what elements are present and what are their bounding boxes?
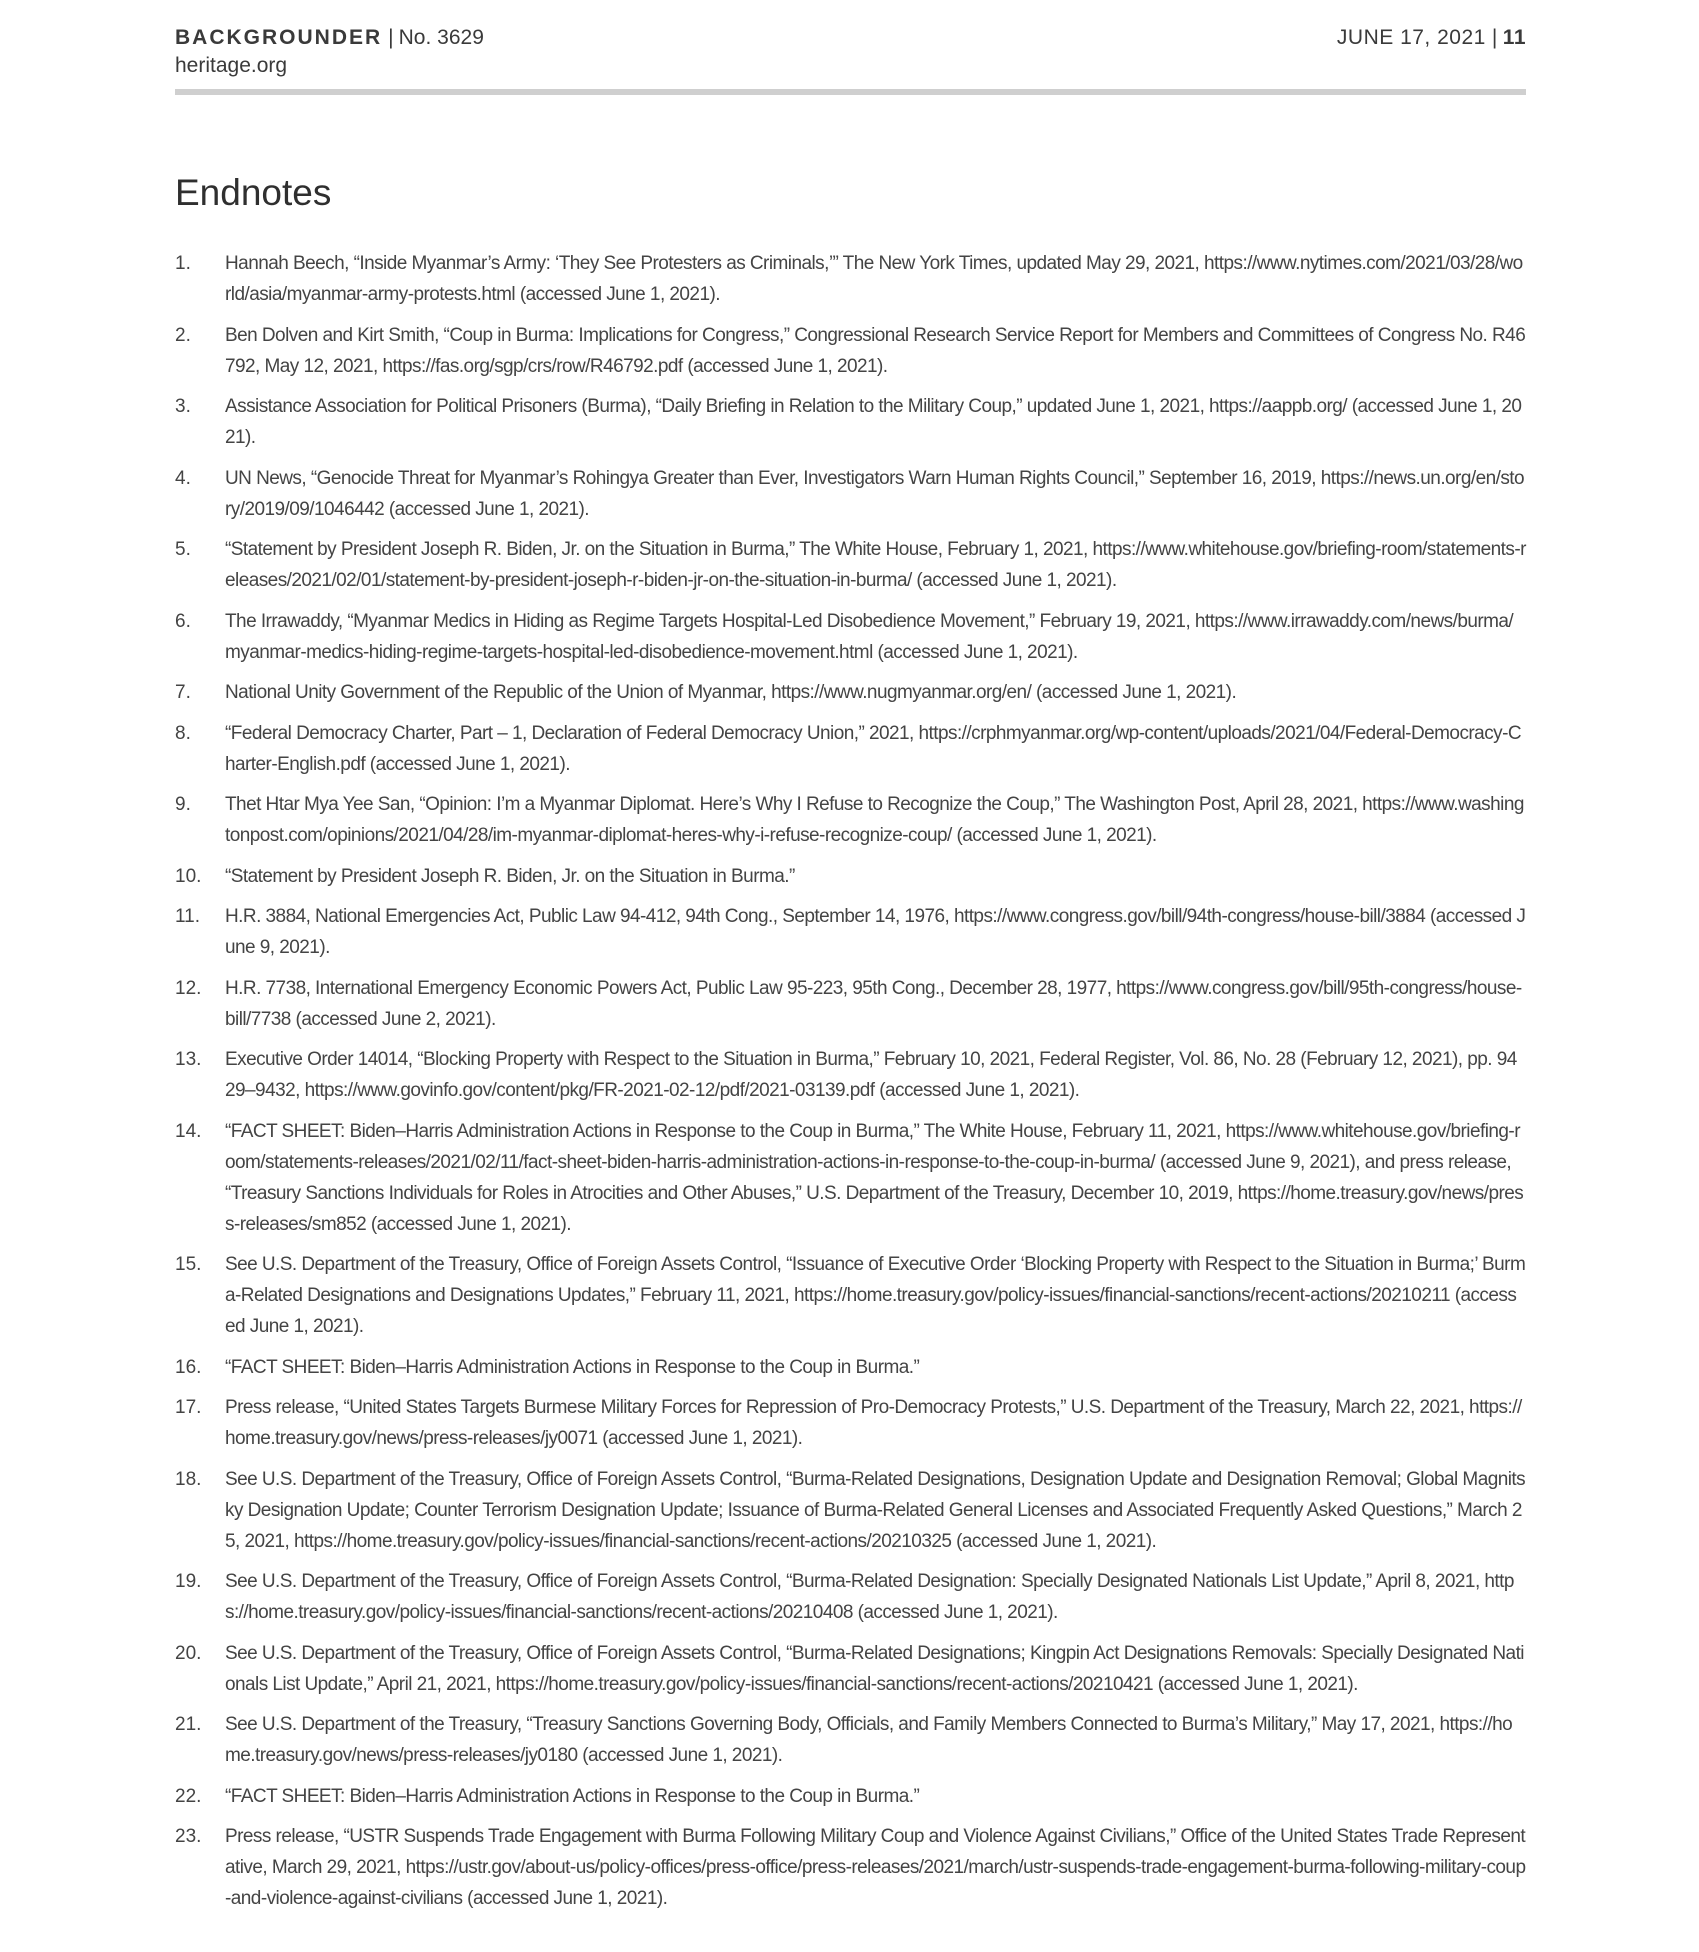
- endnote-text: The Irrawaddy, “Myanmar Medics in Hiding as Regime Targets Hospital-Led Disobedience Movement,” February 19, 2021, https://www.irrawaddy.com/news/burma/myanmar-medics-hiding-regime-targets-hospital-led-disobedience-movement.html (accessed June 1, 2021).: [225, 610, 1514, 663]
- header-separator-right: |: [1491, 26, 1498, 49]
- endnote-item: [175, 1249, 1526, 1342]
- endnote-item: [175, 1821, 1526, 1914]
- publication-date: JUNE 17, 2021: [1336, 26, 1486, 49]
- endnote-text: “FACT SHEET: Biden–Harris Administration Actions in Response to the Coup in Burma,” The White House, February 11, 2021, https://www.whitehouse.gov/briefing-room/statements-releases/2021/02/11/fact-sheet-biden-harris-administration-actions-in-response-to-the-coup-in-burma/ (accessed June 9, 2021), and press release, “Treasury Sanctions Individuals for Roles in Atrocities and Other Abuses,” U.S. Department of the Treasury, December 10, 2019, https://home.treasury.gov/news/press-releases/sm852 (accessed June 1, 2021).: [225, 1120, 1524, 1235]
- endnote-number: 2.: [175, 324, 191, 346]
- endnote-number: 14.: [175, 1120, 202, 1142]
- endnote-number: 7.: [175, 682, 191, 703]
- header-separator: |: [388, 26, 394, 49]
- endnote-item: [175, 1566, 1526, 1628]
- page-header: [175, 24, 1526, 92]
- endnote-item: [175, 1352, 1526, 1383]
- endnotes-list: [175, 248, 1526, 1924]
- endnote-text: “FACT SHEET: Biden–Harris Administration Actions in Response to the Coup in Burma.”: [225, 1356, 920, 1378]
- page-number: 11: [1502, 26, 1526, 49]
- endnote-text: “FACT SHEET: Biden–Harris Administration Actions in Response to the Coup in Burma.”: [225, 1785, 920, 1807]
- endnote-number: 1.: [175, 253, 191, 274]
- endnote-text: See U.S. Department of the Treasury, Office of Foreign Assets Control, “Burma-Related Designations; Kingpin Act Designations Removals: Specially Designated Nationals List Update,” April 21, 2021, https://home.treasury.gov/policy-issues/financial-sanctions/recent-actions/20210421 (accessed June 1, 2021).: [225, 1642, 1524, 1695]
- publication-info: [175, 24, 484, 80]
- endnote-item: [175, 463, 1526, 525]
- endnote-text: H.R. 7738, International Emergency Economic Powers Act, Public Law 95-223, 95th Cong., December 28, 1977, https://www.congress.gov/bill/95th-congress/house-bill/7738 (accessed June 2, 2021).: [225, 977, 1522, 1030]
- endnote-number: 21.: [175, 1714, 202, 1735]
- endnote-number: 15.: [175, 1254, 202, 1275]
- endnote-text: Ben Dolven and Kirt Smith, “Coup in Burma: Implications for Congress,” Congressional Research Service Report for Members and Committees of Congress No. R46792, May 12, 2021, https://fas.org/sgp/crs/row/R46792.pdf (accessed June 1, 2021).: [225, 324, 1526, 377]
- endnote-text: UN News, “Genocide Threat for Myanmar’s Rohingya Greater than Ever, Investigators Warn Human Rights Council,” September 16, 2019, https://news.un.org/en/story/2019/09/1046442 (accessed June 1, 2021).: [225, 467, 1525, 520]
- endnote-text: “Statement by President Joseph R. Biden, Jr. on the Situation in Burma,” The White House, February 1, 2021, https://www.whitehouse.gov/briefing-room/statements-releases/2021/02/01/statement-by-president-joseph-r-biden-jr-on-the-situation-in-burma/ (accessed June 1, 2021).: [225, 539, 1526, 591]
- endnote-item: [175, 320, 1526, 382]
- publication-number: No. 3629: [398, 26, 484, 49]
- endnote-text: Hannah Beech, “Inside Myanmar’s Army: ‘They See Protesters as Criminals,’” The New York Times, updated May 29, 2021, https://www.nytimes.com/2021/03/28/world/asia/myanmar-army-protests.html (accessed June 1, 2021).: [225, 253, 1523, 305]
- endnote-number: 11.: [175, 906, 201, 927]
- endnote-item: [175, 1116, 1526, 1240]
- endnote-text: H.R. 3884, National Emergencies Act, Public Law 94-412, 94th Cong., September 14, 1976, https://www.congress.gov/bill/94th-congress/house-bill/3884 (accessed June 9, 2021).: [225, 906, 1526, 958]
- date-and-page: [1337, 24, 1526, 52]
- endnote-number: 23.: [175, 1826, 202, 1847]
- endnote-number: 20.: [175, 1642, 202, 1664]
- endnote-item: [175, 606, 1526, 668]
- endnote-item: [175, 677, 1526, 708]
- endnote-item: [175, 1709, 1526, 1771]
- endnote-number: 10.: [175, 865, 202, 887]
- endnote-number: 9.: [175, 794, 191, 815]
- endnote-number: 4.: [175, 467, 191, 489]
- endnote-text: Press release, “USTR Suspends Trade Engagement with Burma Following Military Coup and Violence Against Civilians,” Office of the United States Trade Representative, March 29, 2021, https://ustr.gov/about-us/policy-offices/press-office/press-releases/2021/march/ustr-suspends-trade-engagement-burma-following-military-coup-and-violence-against-civilians (accessed June 1, 2021).: [225, 1826, 1526, 1909]
- endnote-number: 6.: [175, 610, 191, 632]
- endnote-number: 18.: [175, 1468, 202, 1490]
- endnote-item: [175, 1464, 1526, 1557]
- endnote-text: See U.S. Department of the Treasury, Office of Foreign Assets Control, “Burma-Related Designation: Specially Designated Nationals List Update,” April 8, 2021, https://home.treasury.gov/policy-issues/financial-sanctions/recent-actions/20210408 (accessed June 1, 2021).: [225, 1571, 1514, 1623]
- endnote-item: [175, 1392, 1526, 1454]
- site-name: heritage.org: [175, 54, 288, 77]
- publication-name: BACKGROUNDER: [175, 26, 383, 49]
- endnote-text: Assistance Association for Political Prisoners (Burma), “Daily Briefing in Relation to the Military Coup,” updated June 1, 2021, https://aappb.org/ (accessed June 1, 2021).: [225, 396, 1522, 448]
- endnote-text: Thet Htar Mya Yee San, “Opinion: I’m a Myanmar Diplomat. Here’s Why I Refuse to Recognize the Coup,” The Washington Post, April 28, 2021, https://www.washingtonpost.com/opinions/2021/04/28/im-myanmar-diplomat-heres-why-i-refuse-recognize-coup/ (accessed June 1, 2021).: [225, 794, 1524, 846]
- endnote-text: See U.S. Department of the Treasury, “Treasury Sanctions Governing Body, Officials, and Family Members Connected to Burma’s Military,” May 17, 2021, https://home.treasury.gov/news/press-releases/jy0180 (accessed June 1, 2021).: [225, 1714, 1513, 1766]
- endnote-item: [175, 534, 1526, 596]
- endnote-text: National Unity Government of the Republic of the Union of Myanmar, https://www.nugmyanmar.org/en/ (accessed June 1, 2021).: [225, 682, 1237, 703]
- header-rule: [175, 89, 1526, 95]
- section-title: Endnotes: [175, 172, 332, 213]
- endnote-number: 13.: [175, 1049, 202, 1070]
- endnote-item: [175, 901, 1526, 963]
- endnote-text: See U.S. Department of the Treasury, Office of Foreign Assets Control, “Burma-Related Designations, Designation Update and Designation Removal; Global Magnitsky Designation Update; Counter Terrorism Designation Update; Issuance of Burma-Related General Licenses and Associated Frequently Asked Questions,” March 25, 2021, https://home.treasury.gov/policy-issues/financial-sanctions/recent-actions/20210325 (accessed June 1, 2021).: [225, 1468, 1526, 1552]
- endnote-item: [175, 789, 1526, 851]
- endnote-number: 5.: [175, 539, 191, 560]
- endnote-item: [175, 1638, 1526, 1700]
- endnote-text: “Statement by President Joseph R. Biden, Jr. on the Situation in Burma.”: [225, 865, 795, 887]
- endnote-text: “Federal Democracy Charter, Part – 1, Declaration of Federal Democracy Union,” 2021, https://crphmyanmar.org/wp-content/uploads/2021/04/Federal-Democracy-Charter-English.pdf (accessed June 1, 2021).: [225, 722, 1522, 775]
- endnote-item: [175, 1044, 1526, 1106]
- endnote-number: 3.: [175, 396, 191, 417]
- endnote-item: [175, 391, 1526, 453]
- endnote-item: [175, 718, 1526, 780]
- endnote-number: 22.: [175, 1785, 202, 1807]
- endnote-item: [175, 1781, 1526, 1812]
- endnote-number: 19.: [175, 1571, 202, 1592]
- endnote-item: [175, 861, 1526, 892]
- endnote-text: Executive Order 14014, “Blocking Property with Respect to the Situation in Burma,” February 10, 2021, Federal Register, Vol. 86, No. 28 (February 12, 2021), pp. 9429–9432, https://www.govinfo.gov/content/pkg/FR-2021-02-12/pdf/2021-03139.pdf (accessed June 1, 2021).: [225, 1049, 1517, 1101]
- endnote-text: Press release, “United States Targets Burmese Military Forces for Repression of Pro-Democracy Protests,” U.S. Department of the Treasury, March 22, 2021, https://home.treasury.gov/news/press-releases/jy0071 (accessed June 1, 2021).: [225, 1397, 1522, 1449]
- endnote-item: [175, 248, 1526, 310]
- endnote-number: 12.: [175, 977, 202, 999]
- endnote-number: 8.: [175, 722, 191, 744]
- endnote-number: 16.: [175, 1356, 202, 1378]
- endnote-item: [175, 973, 1526, 1035]
- endnote-text: See U.S. Department of the Treasury, Office of Foreign Assets Control, “Issuance of Executive Order ‘Blocking Property with Respect to the Situation in Burma;’ Burma-Related Designations and Designations Updates,” February 11, 2021, https://home.treasury.gov/policy-issues/financial-sanctions/recent-actions/20210211 (accessed June 1, 2021).: [225, 1254, 1526, 1337]
- endnote-number: 17.: [175, 1397, 202, 1418]
